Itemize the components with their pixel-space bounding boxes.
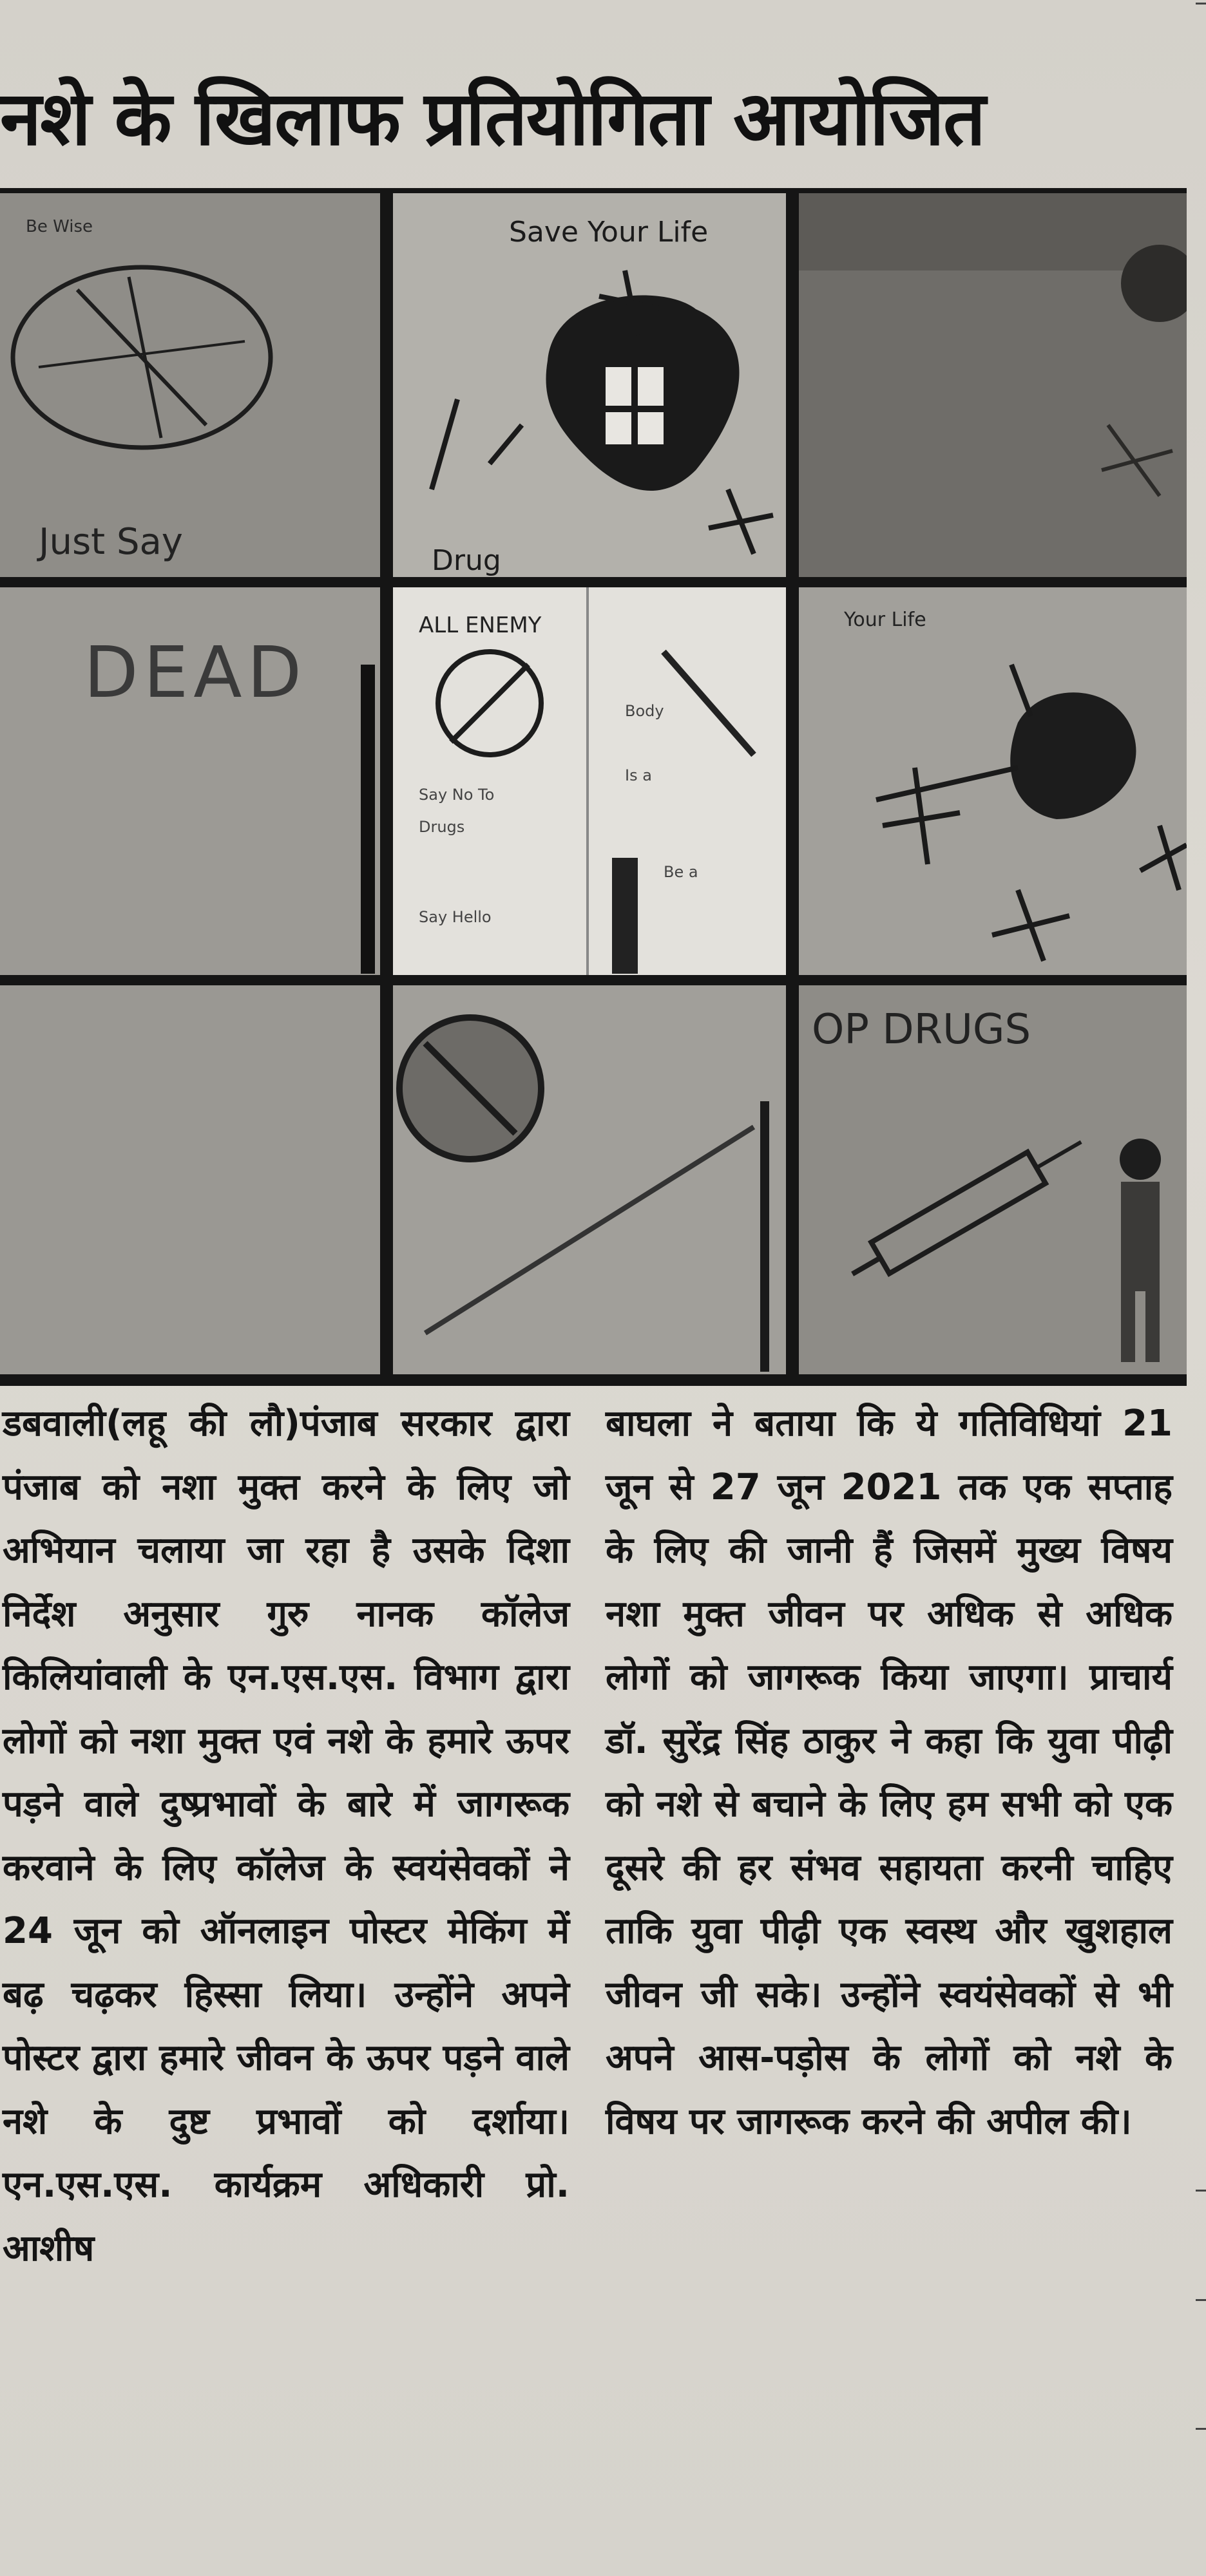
- poster-no-drugs-syringe-drawing: [393, 985, 786, 1374]
- svg-text:Say No To: Say No To: [419, 786, 495, 804]
- poster-no-drugs-syringe: [393, 985, 786, 1374]
- poster-all-enemy-text: ALL ENEMY: [419, 612, 542, 638]
- poster-blank: [0, 985, 380, 1374]
- edge-rule: [1196, 2428, 1206, 2430]
- svg-text:Is a: Is a: [625, 766, 652, 784]
- poster-your-life: [799, 587, 1187, 975]
- poster-dead-text: DEAD: [84, 631, 307, 714]
- poster-top-right: [799, 193, 1187, 577]
- edge-rule: [1196, 3, 1206, 5]
- svg-text:Body: Body: [625, 702, 664, 720]
- poster-dead-drawing: [0, 587, 380, 975]
- poster-your-life-drawing: [799, 587, 1187, 975]
- poster-top-right-drawing: [799, 193, 1187, 577]
- poster-your-life-text: Your Life: [844, 609, 926, 631]
- poster-just-say-drawing: [0, 193, 380, 577]
- poster-collage: [0, 188, 1187, 1386]
- poster-save-your-life-drawing: [393, 193, 786, 577]
- poster-stop-drugs-drawing: [799, 985, 1187, 1374]
- poster-all-enemy: [393, 587, 786, 975]
- edge-rule: [1196, 2190, 1206, 2192]
- poster-dead: [0, 587, 380, 975]
- headline: नशे के खिलाफ प्रतियोगिता आयोजित: [0, 75, 985, 162]
- poster-save-your-life-title: Save Your Life: [509, 216, 709, 249]
- svg-text:Say Hello: Say Hello: [419, 908, 492, 926]
- svg-text:Be a: Be a: [664, 863, 698, 881]
- poster-just-say-text: Just Say: [39, 521, 183, 563]
- poster-just-say: [0, 193, 380, 577]
- poster-save-your-life: [393, 193, 786, 577]
- poster-stop-drugs: [799, 985, 1187, 1374]
- poster-blank-drawing: [0, 985, 380, 1374]
- poster-all-enemy-drawing: [393, 587, 786, 975]
- edge-rule: [1196, 2299, 1206, 2301]
- article-column-left: डबवाली(लहू की लौ)पंजाब सरकार द्वारा पंजाब को नशा मुक्त करने के लिए जो अभियान चलाया जा रहा है उसके दिशा निर्देश अनुसार गुरु नानक कॉलेज किलियांवाली के एन.एस.एस. विभाग द्वारा लोगों को नशा मुक्त एवं नशे के हमारे ऊपर पड़ने वाले दुष्प्रभावों के बारे में जागरूक करवाने के लिए कॉलेज के स्वयंसेवकों ने 24 जून को ऑनलाइन पोस्टर मेकिंग में बढ़ चढ़कर हिस्सा लिया। उन्होंने अपने पोस्टर द्वारा हमारे जीवन के ऊपर पड़ने वाले नशे के दुष्ट प्रभावों को दर्शाया। एन.एस.एस. कार्यक्रम अधिकारी प्रो. आशीष: [3, 1403, 570, 2269]
- poster-save-your-life-caption: Drug: [432, 544, 501, 577]
- poster-stop-drugs-text: OP DRUGS: [812, 1006, 1031, 1054]
- svg-text:Be Wise: Be Wise: [26, 217, 93, 236]
- svg-text:Drugs: Drugs: [419, 818, 465, 836]
- article-column-right: बाघला ने बताया कि ये गतिविधियां 21 जून से 27 जून 2021 तक एक सप्ताह के लिए की जानी हैं जिसमें मुख्य विषय नशा मुक्त जीवन पर अधिक से अधिक लोगों को जागरूक किया जाएगा। प्राचार्य डॉ. सुरेंद्र सिंह ठाकुर ने कहा कि युवा पीढ़ी को नशे से बचाने के लिए हम सभी को एक दूसरे की हर संभव सहायता करनी चाहिए ताकि युवा पीढ़ी एक स्वस्थ और खुशहाल जीवन जी सके। उन्होंने स्वयंसेवकों से भी अपने आस-पड़ोस के लोगों को नशे के विषय पर जागरूक करने की अपील की।: [606, 1403, 1172, 2143]
